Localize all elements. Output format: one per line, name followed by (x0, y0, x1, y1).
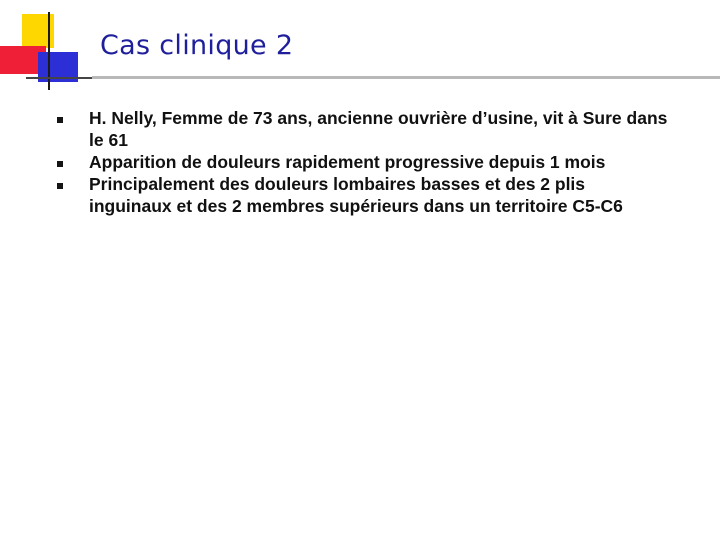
bullet-text: H. Nelly, Femme de 73 ans, ancienne ouvrière d’usine, vit à Sure dans le 61 (89, 108, 668, 150)
bullet-item (54, 151, 670, 173)
bullet-item (54, 173, 670, 217)
title-underline (92, 76, 720, 79)
decor-horizontal-line (26, 77, 92, 79)
bullet-list (54, 107, 670, 217)
bullet-marker-icon (57, 117, 63, 123)
bullet-marker-icon (57, 161, 63, 167)
bullet-text: Principalement des douleurs lombaires basses et des 2 plis inguinaux et des 2 membres supérieurs dans un territoire C5-C6 (89, 174, 623, 216)
bullet-text: Apparition de douleurs rapidement progressive depuis 1 mois (89, 152, 606, 172)
bullet-marker-icon (57, 183, 63, 189)
bullet-item (54, 107, 670, 151)
slide-title: Cas clinique 2 (100, 30, 294, 61)
